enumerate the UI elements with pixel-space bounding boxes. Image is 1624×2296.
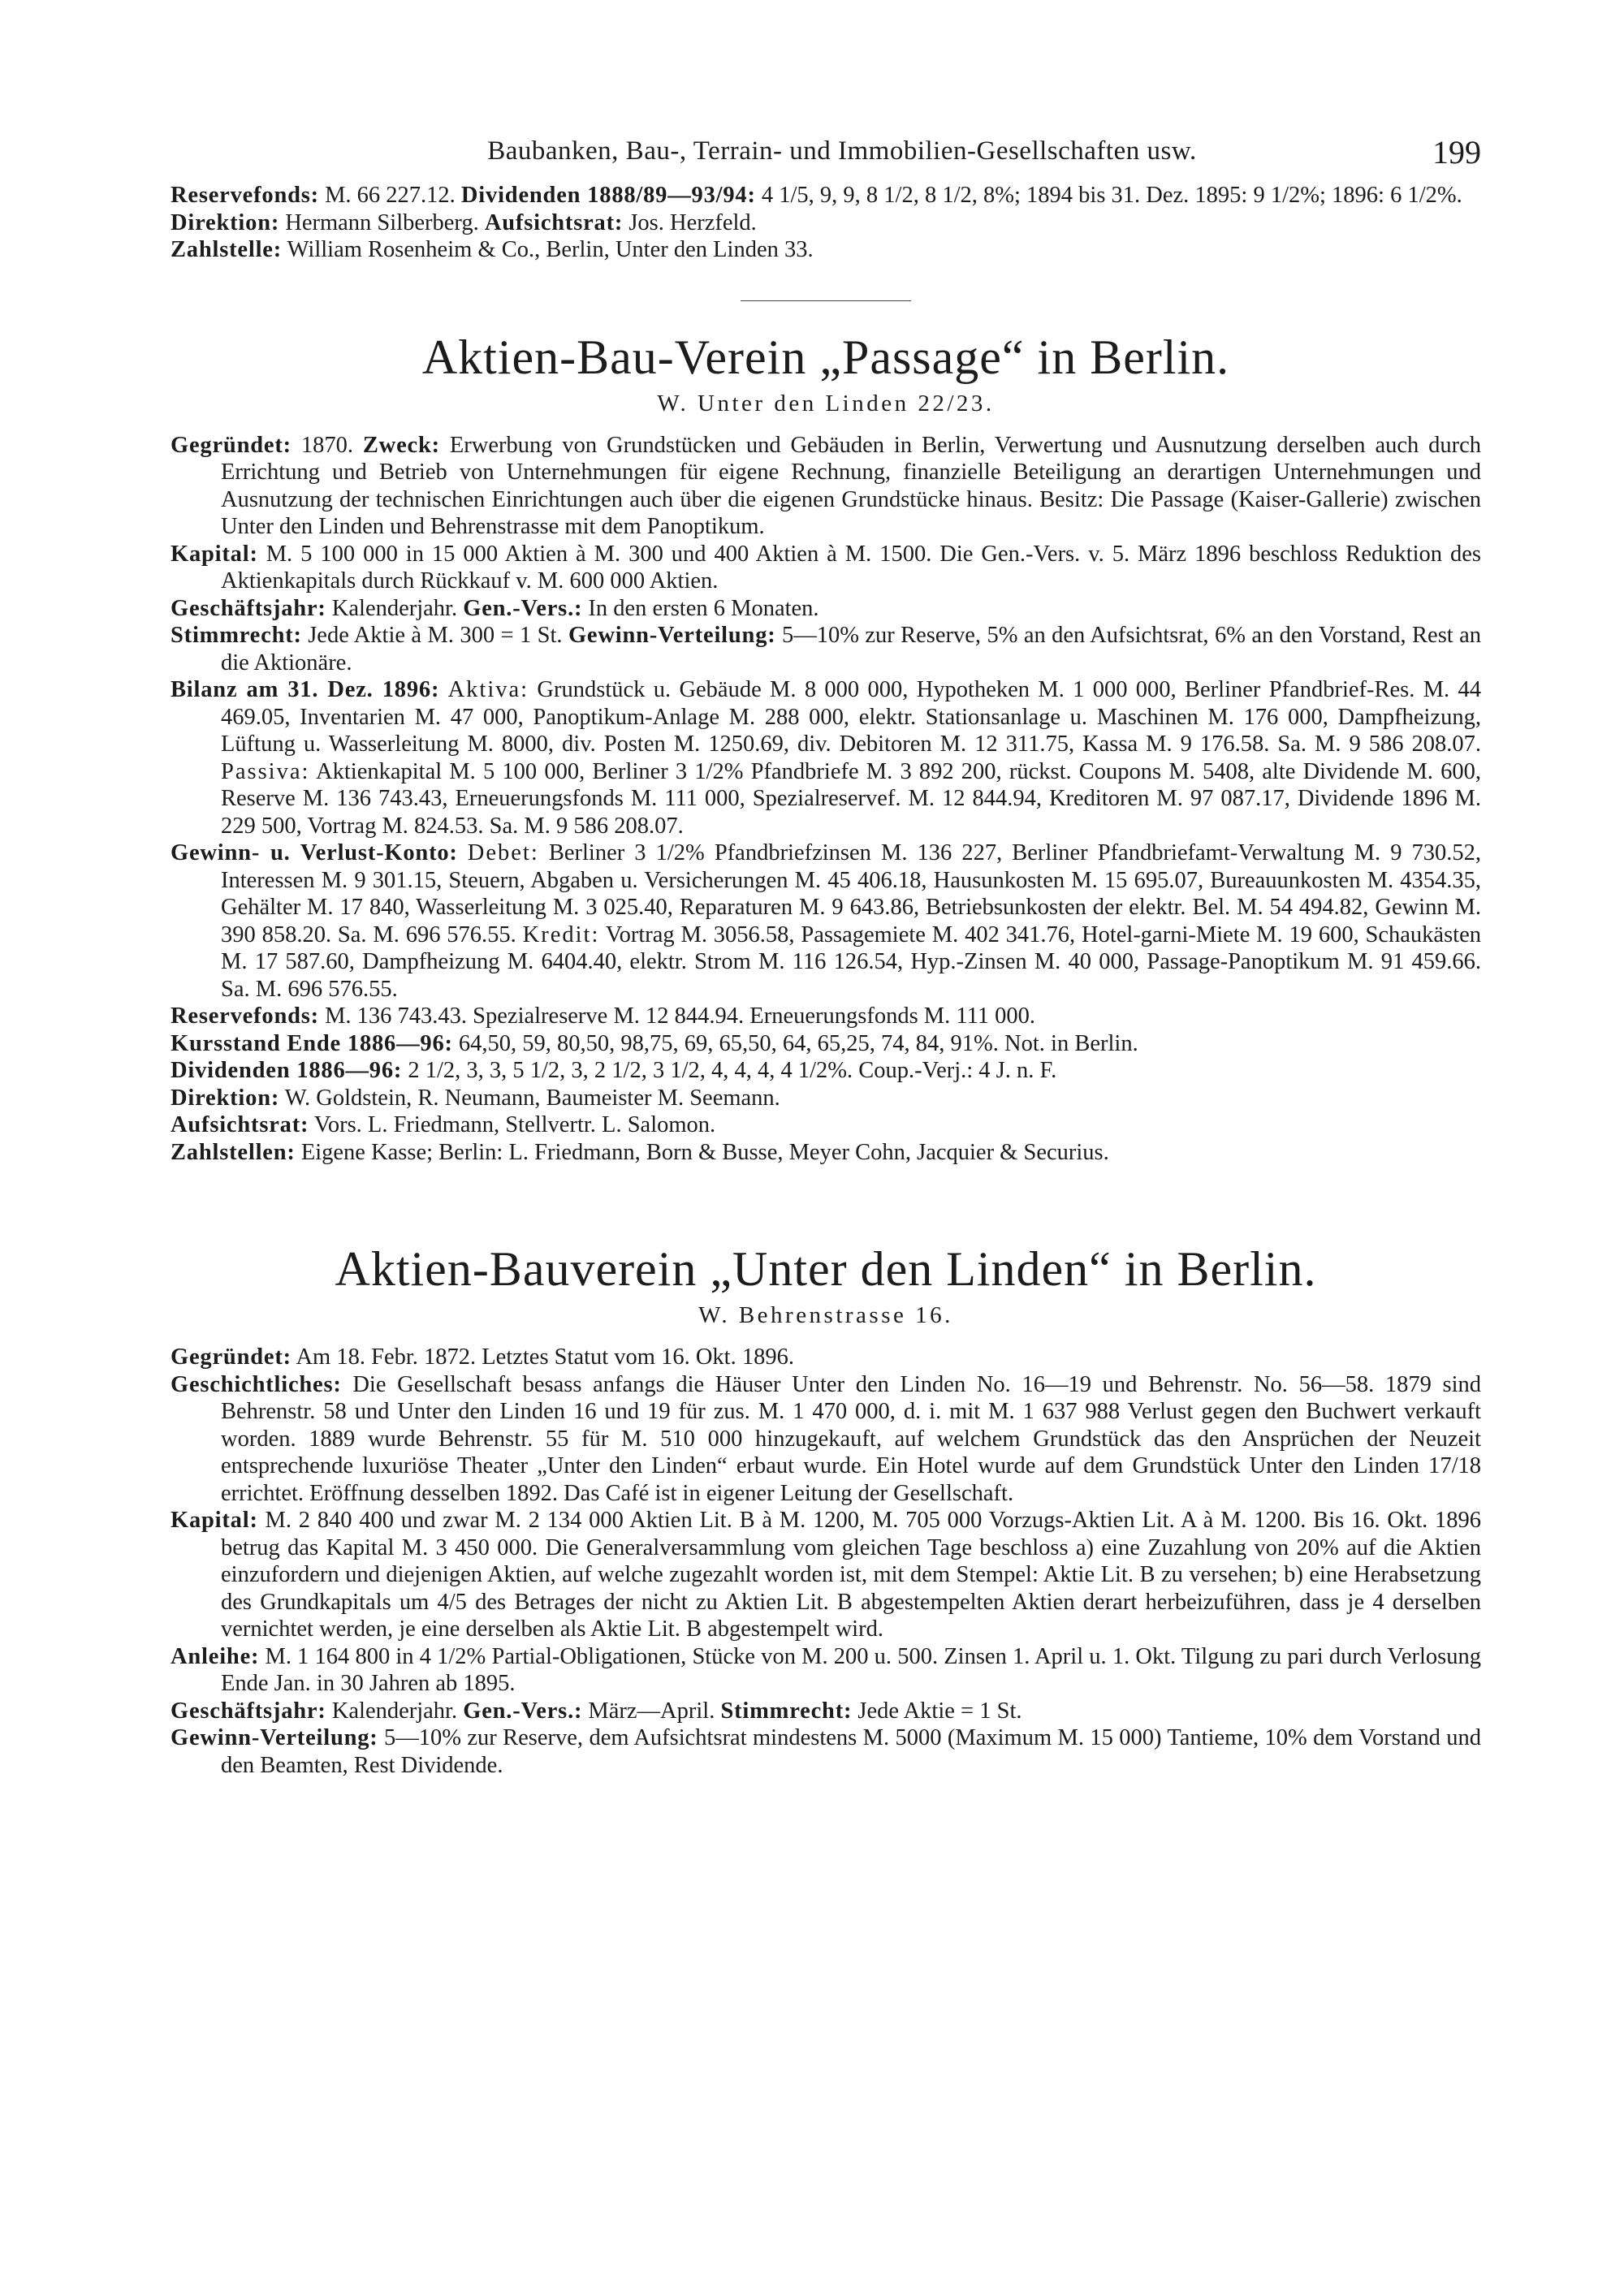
page-number: 199 — [1432, 134, 1481, 170]
running-title: Baubanken, Bau-, Terrain- und Immobilien-Gesellschaften usw. — [487, 136, 1197, 166]
field-text: Kalenderjahr. — [331, 1698, 458, 1724]
field-label: Zahlstellen: — [171, 1139, 296, 1165]
kapital — [171, 1507, 1481, 1643]
field-label: Aufsichtsrat: — [484, 209, 624, 235]
kredit-word: Kredit: — [522, 921, 600, 947]
field-label: Gewinn- u. Verlust-Konto: — [171, 840, 458, 865]
field-text: Hermann Silberberg. — [285, 209, 479, 235]
field-label: Zweck: — [362, 432, 440, 458]
stimmrecht — [171, 622, 1481, 676]
zahlstelle-line — [171, 236, 1481, 264]
direktion — [171, 1085, 1481, 1112]
field-text: 2 1/2, 3, 3, 5 1/2, 3, 2 1/2, 3 1/2, 4, 4, 4, 4 1/2%. Coup.-Verj.: 4 J. n. F. — [408, 1058, 1057, 1083]
field-text: In den ersten 6 Monaten. — [588, 595, 819, 621]
company-address: W. Behrenstrasse 16. — [698, 1302, 953, 1328]
running-head — [171, 136, 1481, 182]
company-address: W. Unter den Linden 22/23. — [657, 390, 995, 416]
gewinn-verlust-konto — [171, 839, 1481, 1003]
field-text: M. 5 100 000 in 15 000 Aktien à M. 300 und 400 Aktien à M. 1500. Die Gen.-Vers. v. 5. März 1896 beschloss Reduktion des Aktienkapitals durch Rückkauf v. M. 600 000 Aktien. — [221, 541, 1482, 593]
kapital — [171, 541, 1481, 595]
dividenden — [171, 1057, 1481, 1085]
field-text: 64,50, 59, 80,50, 98,75, 69, 65,50, 64, 65,25, 74, 84, 91%. Not. in Berlin. — [458, 1030, 1138, 1056]
field-label: Geschichtliches: — [171, 1371, 342, 1397]
reservefonds-line — [171, 182, 1481, 209]
field-text: Erwerbung von Grundstücken und Gebäuden in Berlin, Verwertung und Ausnutzung derselben auch durch Errichtung und Betrieb von Unternehmungen für eigene Rechnung, finanzielle Beteiligung an derartigen Unternehmungen und Ausnutzung der technischen Einrichtungen auch über die eigenen Grundstücke hinaus. Besitz: Die Passage (Kaiser-Gallerie) zwischen Unter den Linden und Behrenstrasse mit dem Panoptikum. — [221, 432, 1482, 539]
field-text: 4 1/5, 9, 9, 8 1/2, 8 1/2, 8%; 1894 bis 31. Dez. 1895: 9 1/2%; 1896: 6 1/2%. — [761, 183, 1462, 208]
field-text: Vortrag M. 3056.58, Passagemiete M. 402 341.76, Hotel-garni-Miete M. 19 600, Schaukästen M. 17 587.60, Dampfheizung M. 6404.40, elektr. Strom M. 116 126.54, Hyp.-Zinsen M. 40 000, Passage-Panoptikum M. 91 459.66. Sa. M. 696 576.55. — [221, 921, 1481, 1002]
section-gap — [171, 1166, 1481, 1241]
company-title: Aktien-Bauverein „Unter den Linden“ in Berlin. — [335, 1242, 1317, 1296]
field-text: Berliner 3 1/2% Pfandbriefzinsen M. 136 227, Berliner Pfandbriefamt-Verwaltung M. 9 730.52, Interessen M. 9 301.15, Steuern, Abgaben u. Versicherungen M. 45 406.18, Hausunkosten M. 15 695.07, Bureauunkosten M. 4354.35, Gehälter M. 17 840, Wasserleitung M. 3 025.40, Reparaturen M. 9 643.86, Betriebsunkosten der elektr. Bel. M. 54 494.82, Gewinn M. 390 858.20. Sa. M. 696 576.55. — [221, 840, 1482, 947]
field-label: Aufsichtsrat: — [171, 1112, 309, 1137]
field-label: Dividenden 1888/89—93/94: — [460, 183, 756, 208]
field-label: Gewinn-Verteilung: — [568, 623, 776, 648]
field-text: M. 66 227.12. — [325, 183, 456, 208]
direktion-line — [171, 209, 1481, 237]
field-text: Jede Aktie = 1 St. — [857, 1698, 1022, 1724]
gegruendet-zweck — [171, 432, 1481, 541]
field-label: Geschäftsjahr: — [171, 595, 326, 621]
company-entry-passage — [171, 432, 1481, 1167]
field-text: M. 2 840 400 und zwar M. 2 134 000 Aktien Lit. B à M. 1200, M. 705 000 Vorzugs-Aktien Lit. A à M. 1200. Bis 16. Okt. 1896 betrug das Kapital M. 3 450 000. Die Generalversammlung vom gleichen Tage beschloss a) eine Zuzahlung von 20% auf die Aktien einzufordern und diejenigen Aktien, auf welche zugezahlt worden ist, mit dem Stempel: Aktie Lit. B zu versehen; b) eine Herabsetzung des Grundkapitals um 4/5 des Betrages der nicht zu Aktien Lit. B abgestempelten Aktien derart herbeizuführen, dass je 4 derselben vernichtet werden, je eine derselben als Aktie Lit. B abgestempelt wird. — [221, 1508, 1481, 1642]
field-text: Vors. L. Friedmann, Stellvertr. L. Salomon. — [313, 1112, 716, 1137]
field-label: Kapital: — [171, 541, 258, 567]
field-text: Grundstück u. Gebäude M. 8 000 000, Hypotheken M. 1 000 000, Berliner Pfandbrief-Res. M. 44 469.05, Inventarien M. 47 000, Panoptikum-Anlage M. 288 000, elektr. Stationsanlage u. Maschinen M. 176 000, Dampfheizung, Lüftung u. Wasserleitung M. 8000, div. Posten M. 1250.69, div. Debitoren M. 12 311.75, Kassa M. 9 176.58. Sa. M. 9 586 208.07. — [221, 677, 1482, 757]
company-entry-unter-den-linden — [171, 1344, 1481, 1779]
zahlstellen — [171, 1139, 1481, 1167]
field-text: März—April. — [588, 1698, 715, 1724]
field-label: Gegründet: — [171, 1344, 292, 1370]
section-divider — [741, 300, 911, 301]
field-text: Die Gesellschaft besass anfangs die Häuser Unter den Linden No. 16—19 und Behrenstr. No. 56—58. 1879 sind Behrenstr. 58 und Unter den Linden 16 und 19 für zus. M. 1 470 000, d. i. mit M. 1 637 988 Verlust gegen den Buchwert verkauft worden. 1889 wurde Behrenstr. 55 für M. 510 000 hinzugekauft, auf welchem Grundstück das den Ansprüchen der Neuzeit entsprechende luxuriöse Theater „Unter den Linden“ erbaut wurde. Ein Hotel wurde auf dem Grundstück Unter den Linden 17/18 errichtet. Eröffnung desselben 1892. Das Café ist in eigener Leitung der Gesellschaft. — [221, 1371, 1481, 1506]
geschichtliches — [171, 1371, 1481, 1508]
aufsichtsrat — [171, 1111, 1481, 1139]
field-label: Stimmrecht: — [720, 1698, 853, 1724]
field-label: Zahlstelle: — [171, 237, 283, 262]
field-label: Anleihe: — [171, 1643, 260, 1669]
field-label: Reservefonds: — [171, 1003, 319, 1029]
field-label: Geschäftsjahr: — [171, 1698, 326, 1724]
aktiva-word: Aktiva: — [447, 677, 529, 702]
field-text: Jede Aktie à M. 300 = 1 St. — [308, 623, 563, 648]
gegruendet — [171, 1344, 1481, 1371]
field-label: Dividenden 1886—96: — [171, 1058, 403, 1083]
field-text: M. 1 164 800 in 4 1/2% Partial-Obligationen, Stücke von M. 200 u. 500. Zinsen 1. April u. 1. Okt. Tilgung zu pari durch Verlosung Ende Jan. in 30 Jahren ab 1895. — [221, 1643, 1481, 1696]
field-label: Stimmrecht: — [171, 623, 302, 648]
geschaeftsjahr — [171, 595, 1481, 623]
field-label: Kapital: — [171, 1508, 258, 1533]
field-text: 5—10% zur Reserve, dem Aufsichtsrat mindestens M. 5000 (Maximum M. 15 000) Tantieme, 10% dem Vorstand und den Beamten, Rest Dividende. — [221, 1725, 1481, 1778]
field-label: Bilanz am 31. Dez. 1896: — [171, 677, 440, 702]
field-text: M. 136 743.43. Spezialreserve M. 12 844.94. Erneuerungsfonds M. 111 000. — [325, 1003, 1036, 1029]
field-text: William Rosenheim & Co., Berlin, Unter den Linden 33. — [287, 237, 814, 262]
reservefonds — [171, 1003, 1481, 1030]
geschaeftsjahr — [171, 1698, 1481, 1725]
field-label: Kursstand Ende 1886—96: — [171, 1030, 453, 1056]
field-label: Direktion: — [171, 1085, 280, 1111]
field-text: Aktienkapital M. 5 100 000, Berliner 3 1/2% Pfandbriefe M. 3 892 200, rückst. Coupons M. 5408, alte Dividende M. 600, Reserve M. 136 743.43, Erneuerungsfonds M. 111 000, Spezialreservef. M. 12 844.94, Kreditoren M. 97 087.17, Dividende 1896 M. 229 500, Vortrag M. 824.53. Sa. M. 9 586 208.07. — [221, 758, 1481, 839]
field-text: Eigene Kasse; Berlin: L. Friedmann, Born & Busse, Meyer Cohn, Jacquier & Securius. — [300, 1139, 1109, 1165]
field-text: W. Goldstein, R. Neumann, Baumeister M. Seemann. — [284, 1085, 780, 1111]
field-text: Kalenderjahr. — [331, 595, 458, 621]
field-text: Am 18. Febr. 1872. Letztes Statut vom 16. Okt. 1896. — [296, 1344, 794, 1370]
anleihe — [171, 1643, 1481, 1698]
field-label: Direktion: — [171, 209, 280, 235]
company-title: Aktien-Bau-Verein „Passage“ in Berlin. — [421, 330, 1230, 384]
field-text: 1870. — [300, 432, 353, 458]
bilanz — [171, 676, 1481, 839]
passiva-word: Passiva: — [221, 758, 310, 784]
gewinn-verteilung — [171, 1724, 1481, 1779]
field-label: Gen.-Vers.: — [463, 1698, 583, 1724]
debet-word: Debet: — [467, 840, 539, 865]
field-text: 5—10% zur Reserve, 5% an den Aufsichtsrat, 6% an den Vorstand, Rest an die Aktionäre. — [221, 623, 1482, 675]
field-label: Reservefonds: — [171, 183, 319, 208]
field-label: Gen.-Vers.: — [463, 595, 583, 621]
field-label: Gegründet: — [171, 432, 292, 458]
field-text: Jos. Herzfeld. — [628, 209, 757, 235]
previous-entry-tail — [171, 182, 1481, 264]
kursstand — [171, 1030, 1481, 1058]
field-label: Gewinn-Verteilung: — [171, 1725, 378, 1750]
